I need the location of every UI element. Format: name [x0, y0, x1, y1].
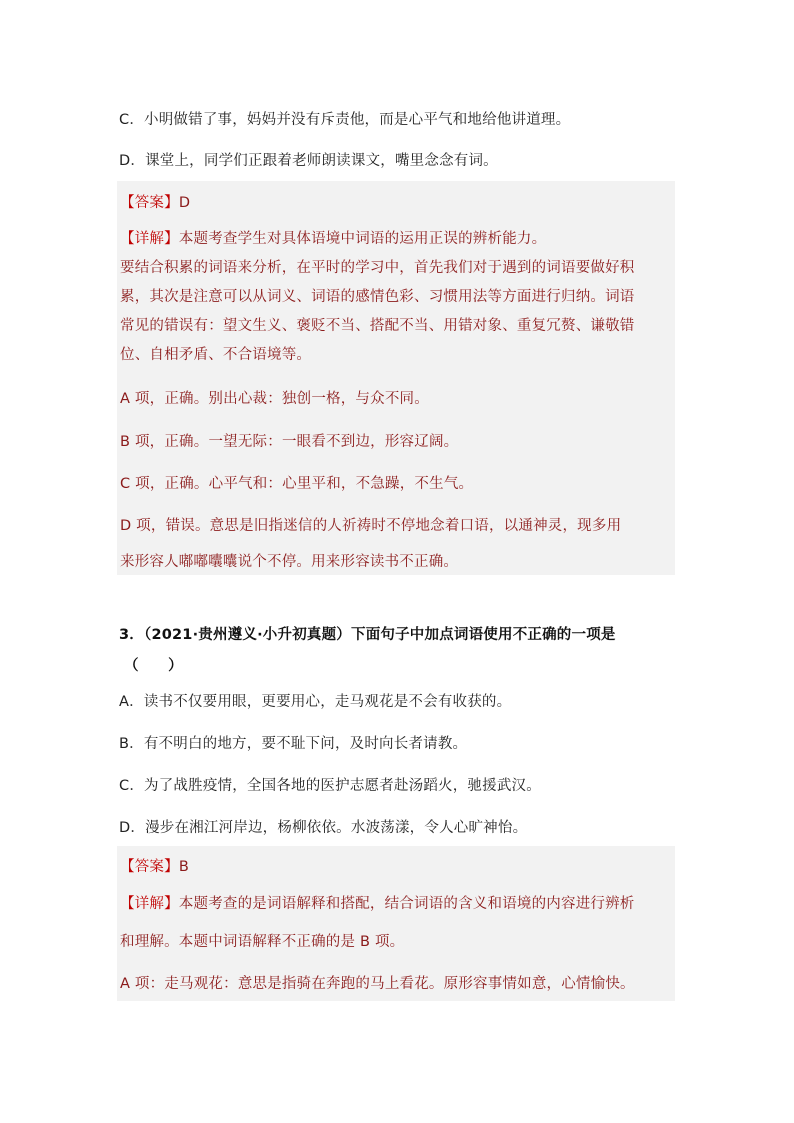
q3-option-b: B．有不明白的地方，要不耻下问，及时向长者请教。	[119, 736, 468, 752]
q2-detail-line-4: 位、自相矛盾、不合语境等。	[120, 347, 312, 363]
q3-answer	[120, 855, 189, 876]
q2-option-c: C．小明做错了事，妈妈并没有斥责他，而是心平气和地给他讲道理。	[119, 112, 571, 128]
detail-tag: 【详解】	[120, 896, 179, 912]
q2-answer	[120, 191, 190, 212]
q2-detail-line-2: 累，其次是注意可以从词义、词语的感情色彩、习惯用法等方面进行归纳。词语	[120, 289, 635, 305]
q2-item-d-line-2: 来形容人嘟嘟囔囔说个不停。用来形容读书不正确。	[120, 554, 459, 570]
q2-detail-intro	[120, 227, 546, 248]
answer-tag: 【答案】	[120, 195, 179, 211]
q3-option-a: A．读书不仅要用眼，更要用心，走马观花是不会有收获的。	[119, 694, 512, 710]
q2-item-a: A 项，正确。别出心裁：独创一格，与众不同。	[120, 391, 429, 407]
q3-option-d: D．漫步在湘江河岸边，杨柳依依。水波荡漾，令人心旷神怡。	[119, 820, 528, 836]
answer-tag: 【答案】	[120, 859, 179, 875]
q3-answer-box	[117, 846, 675, 1001]
q3-item-a: A 项：走马观花：意思是指骑在奔跑的马上看花。原形容事情如意，心情愉快。	[120, 976, 635, 992]
q3-option-c: C．为了战胜疫情，全国各地的医护志愿者赴汤蹈火，驰援武汉。	[119, 778, 541, 794]
q2-item-b: B 项，正确。一望无际：一眼看不到边，形容辽阔。	[120, 434, 459, 450]
q2-item-c: C 项，正确。心平气和：心里平和，不急躁，不生气。	[120, 476, 474, 492]
q2-item-d-line-1: D 项，错误。意思是旧指迷信的人祈祷时不停地念着口语，以通神灵，现多用	[120, 518, 622, 534]
answer-value: B	[178, 859, 189, 875]
q3-heading: 3．（2021·贵州遵义·小升初真题）下面句子中加点词语使用不正确的一项是	[119, 627, 616, 643]
q3-detail-intro	[120, 892, 635, 913]
detail-first: 本题考查的是词语解释和搭配，结合词语的含义和语境的内容进行辨析	[178, 896, 635, 912]
q2-detail-line-1: 要结合积累的词语来分析，在平时的学习中，首先我们对于遇到的词语要做好积	[120, 260, 635, 276]
q2-detail-line-3: 常见的错误有：望文生义、褒贬不当、搭配不当、用错对象、重复冗赘、谦敬错	[120, 318, 635, 334]
answer-value: D	[178, 195, 191, 211]
q2-answer-box	[117, 181, 675, 575]
q2-option-d: D．课堂上，同学们正跟着老师朗读课文，嘴里念念有词。	[119, 153, 498, 169]
detail-tag: 【详解】	[120, 231, 179, 247]
q3-answer-paren: （ ）	[124, 658, 183, 674]
detail-first: 本题考查学生对具体语境中词语的运用正误的辨析能力。	[178, 231, 547, 247]
q3-detail-line-2: 和理解。本题中词语解释不正确的是 B 项。	[120, 934, 405, 950]
